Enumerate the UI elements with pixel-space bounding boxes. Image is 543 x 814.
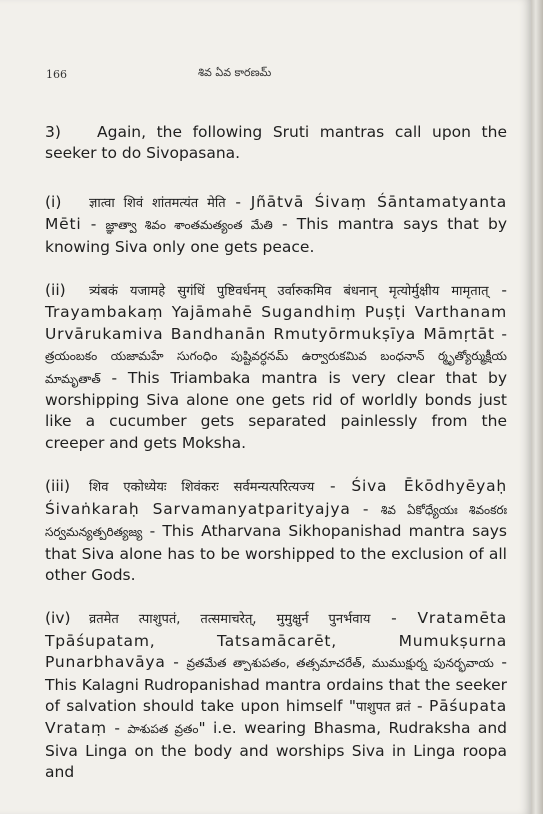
telugu-text: జ్ఞాత్వా శివం శాంతమత్యంత మేతి bbox=[105, 218, 273, 233]
transliteration: Vratamēta Tpāśupatam, Tatsamācarēt, Mumukṣurna Punarbhavāya bbox=[45, 609, 507, 672]
paragraph-text: Again, the following Sruti mantras call upon the seeker to do Sivopasana. bbox=[45, 123, 507, 163]
mantra-number: (ii) bbox=[45, 281, 66, 300]
page-number: 166 bbox=[46, 68, 67, 81]
english-text-continued: " i.e. wearing Bhasma, Rudraksha and Siva Linga on the body and worships Siva in Linga roopa and bbox=[45, 719, 507, 782]
separator: - bbox=[370, 609, 418, 628]
separator: - bbox=[165, 653, 187, 672]
page-header bbox=[46, 66, 485, 82]
mantra-number: (i) bbox=[45, 192, 62, 211]
paragraph-3 bbox=[45, 122, 507, 165]
english-text: This Kalagni Rudropanishad mantra ordains that the seeker of salvation should take upon himself " bbox=[45, 675, 507, 715]
separator: - bbox=[493, 653, 507, 672]
transliteration: Trayambakaṃ Yajāmahē Sugandhiṃ Puṣṭi Varthanam Urvārukamiva Bandhanān Rmutyōrmukṣīya Māmṛtāt bbox=[45, 303, 507, 343]
english-text: This mantra says that by knowing Siva only one gets peace. bbox=[45, 215, 507, 256]
mantra-i bbox=[45, 192, 507, 258]
separator: - bbox=[410, 696, 429, 715]
separator: - bbox=[272, 215, 297, 234]
mantra-number: (iii) bbox=[45, 477, 71, 496]
english-text: This Atharvana Sikhopanishad mantra says that Siva alone has to be worshipped to the exclusion of all other Gods. bbox=[45, 522, 507, 584]
mantra-iv bbox=[45, 608, 507, 783]
mantra-number: (iv) bbox=[45, 609, 71, 628]
sanskrit-text: ज्ञात्वा शिवं शांतमत्यंत मेति bbox=[89, 195, 226, 211]
mantra-ii bbox=[45, 280, 507, 454]
telugu-text: వ్రతమేత త్పాశుపతం, తత్సమాచరేత్, ముముక్షుర్న పునర్భవాయ bbox=[186, 656, 494, 671]
paragraph-number: 3) bbox=[45, 123, 61, 141]
sanskrit-text: शिव एकोध्येयः शिवंकरः सर्वमन्यत्परित्यज्य bbox=[89, 480, 315, 496]
quote-telugu: పాశుపత వ్రతం bbox=[127, 722, 199, 737]
sanskrit-text: त्र्यंबकं यजामहे सुगंधिं पुष्टिवर्धनम् उर्वारुकमिव बंधनान् मृत्योर्मुक्षीय मामृतात् bbox=[89, 284, 489, 300]
telugu-text: శివ ఏకోధ్యేయః శివంకరః సర్వమన్యత్పరిత్యజ్య bbox=[45, 502, 507, 540]
separator: - bbox=[100, 368, 128, 387]
transliteration: Śiva Ēkōdhyēyaḥ Śivaṅkaraḥ Sarvamanyatparityajya bbox=[45, 477, 507, 518]
mantra-iii bbox=[45, 476, 507, 586]
page-edge bbox=[531, 0, 543, 814]
separator: - bbox=[106, 719, 128, 738]
quote-transliteration: Pāśupata Vrataṃ bbox=[45, 696, 508, 738]
english-text: This Triambaka mantra is very clear that by worshipping Siva alone one gets rid of worldly bonds just like a cucumber gets separated painlessly from the creeper and gets Moksha. bbox=[45, 368, 507, 452]
transliteration: Jñātvā Śivaṃ Śāntamatyanta Mēti bbox=[45, 192, 507, 234]
separator: - bbox=[494, 324, 507, 343]
separator: - bbox=[142, 522, 163, 541]
running-title: శివ ఏవ కారణమ్ bbox=[198, 66, 272, 79]
quote-sanskrit: पाशुपत व्रतं bbox=[356, 699, 411, 715]
separator: - bbox=[81, 215, 106, 234]
separator: - bbox=[488, 281, 507, 300]
separator: - bbox=[350, 499, 381, 518]
separator: - bbox=[225, 192, 251, 211]
separator: - bbox=[314, 477, 352, 496]
page-body bbox=[45, 122, 507, 806]
telugu-text: త్రయంబకం యజామహే సుగంధిం పుష్టివర్ధనమ్ ఉర్వారుకమివ బంధనాన్ ర్మృత్యోర్ముక్షీయ మామృతాత్ bbox=[45, 349, 507, 386]
sanskrit-text: व्रतमेत त्पाशुपतं, तत्समाचरेत्, मुमुक्षुर्न पुनर्भवाय bbox=[89, 612, 371, 628]
